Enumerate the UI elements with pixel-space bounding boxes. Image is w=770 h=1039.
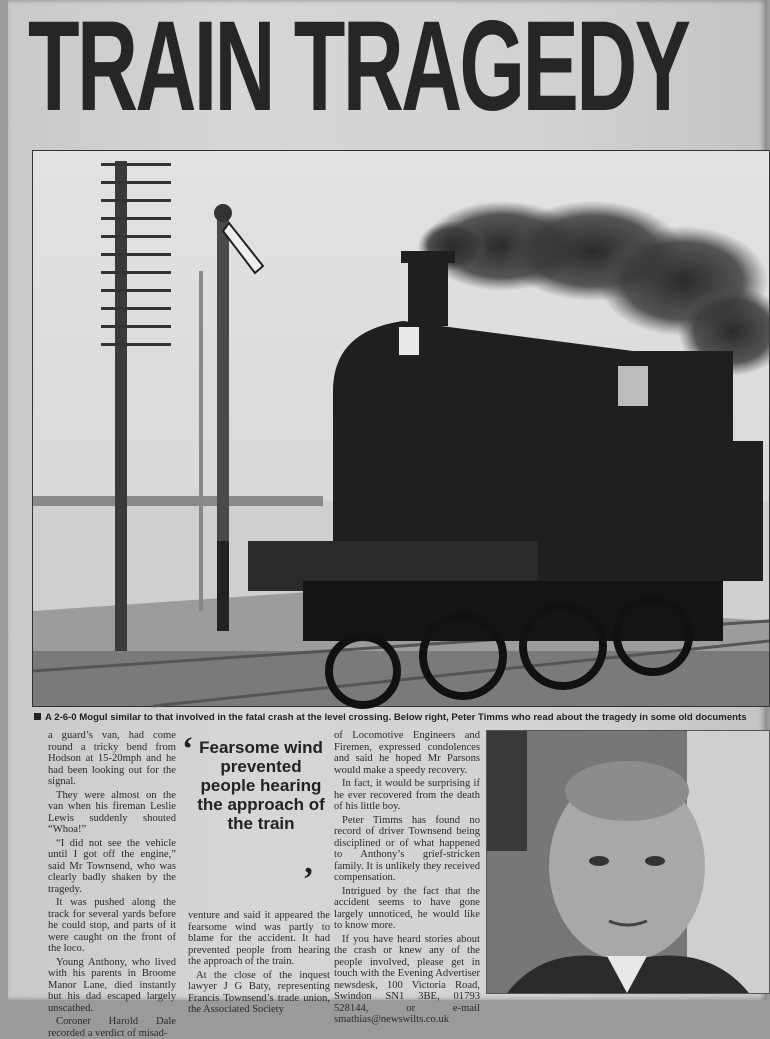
paragraph: At the close of the inquest lawyer J G Baty, representing Francis Townsend’s trade union, the Associated Society [188,969,330,1015]
paragraph: In fact, it would be surprising if he ever recovered from the death of his little boy. [334,778,480,812]
paragraph: of Locomotive Engineers and Firemen, expressed condolences and said he hoped Mr Parsons would make a speedy recovery. [334,730,480,776]
paragraph: If you have heard stories about the crash or knew any of the people involved, please get in touch with the Evening Advertiser newsdesk, 100 Victoria Road, Swindon SN1 3BE, 01793 528144, or e-mail smathias@newswilts.co.uk [334,933,480,1025]
pull-quote [182,731,332,904]
open-quote-icon: ‘ [182,731,194,768]
paragraph: They were almost on the van when his fireman Leslie Lewis suddenly shouted “Whoa!” [48,789,176,835]
paragraph: “I did not see the vehicle until I got off the engine,” said Mr Townsend, who was clearly badly shaken by the tragedy. [48,837,176,895]
steam-train-photo [32,150,770,707]
paragraph: Peter Timms has found no record of driver Townsend being disciplined or of what happened to Anthony’s grief-stricken family. It is unlikely they received compensation. [334,814,480,883]
portrait-illustration [487,731,769,993]
paragraph: It was pushed along the track for several yards before he could stop, and parts of it were caught on the front of the loco. [48,897,176,954]
paragraph: Young Anthony, who lived with his parents in Broome Manor Lane, died instantly but his dad escaped largely unscathed. [48,956,176,1014]
close-quote-icon: ’ [302,861,314,898]
steam-train-illustration [33,151,769,706]
paragraph: a guard’s van, had come round a tricky bend from Hodson at 15-20mph and he had been looking out for the signal. [48,730,176,787]
caption-bullet-icon [34,713,41,720]
paragraph: Intrigued by the fact that the accident seems to have gone largely unnoticed, he would like to know more. [334,885,480,931]
newspaper-page [8,0,767,1039]
headline: TRAIN TRAGEDY [28,0,689,138]
paragraph: Coroner Harold Dale recorded a verdict of misad- [48,1016,176,1039]
paragraph: venture and said it appeared the fearsome wind was partly to blame for the accident. It had prevented people from hearing the approach of the train. [188,910,330,967]
caption-text: A 2-6-0 Mogul similar to that involved in the fatal crash at the level crossing. Below right, Peter Timms who read about the tragedy in some old documents [45,712,747,723]
portrait-photo [486,730,770,994]
photo-caption [34,710,770,726]
article-column-2 [188,910,330,1015]
article-column-1 [48,730,176,1039]
article-column-3 [334,730,480,1025]
pull-quote-text: Fearsome wind prevented people hearing the approach of the train [197,738,325,833]
